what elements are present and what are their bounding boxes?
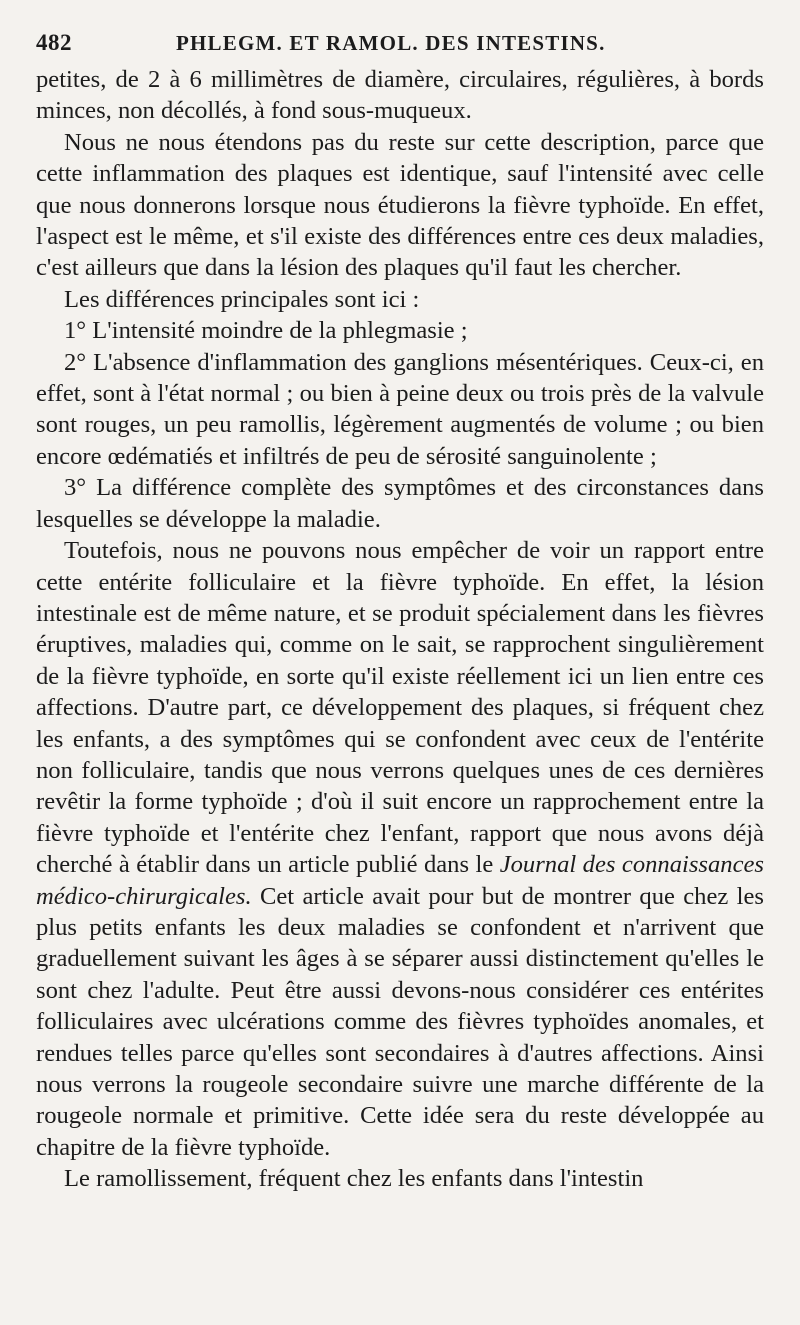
paragraph-part-2: Cet article avait pour but de montrer que chez les plus petits enfants les deux maladies se confondent et n'arrivent que graduellement suivant les âges à se séparer aussi distinctement qu'elles le sont chez l'adulte. Peut être aussi devons-nous considérer ces entérites folliculaires avec ulcérations comme des fièvres typhoïdes anomales, et rendues telles parce qu'elles sont secondaires à d'autres affections. Ainsi nous verrons la rougeole secondaire suivre une marche différente de la rougeole normale et primitive. Cette idée sera du reste développée au chapitre de la fièvre typhoïde. <box>36 882 764 1161</box>
paragraph-differences-intro: Les différences principales sont ici : <box>64 285 420 313</box>
page-header <box>36 30 764 64</box>
paragraph-continuation: petites, de 2 à 6 millimètres de diamère, circulaires, régulières, à bords minces, non décollés, à fond sous-muqueux. <box>36 66 764 125</box>
paragraph-typhoid-relation <box>36 535 764 1163</box>
journal-title: Journal des connaissances médico-chirurgicales. <box>36 851 764 910</box>
paragraph-description: Nous ne nous étendons pas du reste sur cette description, parce que cette inflammation des plaques est identique, sauf l'intensité avec celle que nous donnerons lorsque nous étudierons la fièvre typhoïde. En effet, l'aspect est le même, et s'il existe des différences entre ces deux maladies, c'est ailleurs que dans la lésion des plaques qu'il faut les chercher. <box>36 128 764 282</box>
body-text <box>36 64 764 1195</box>
paragraph-ramollissement: Le ramollissement, fréquent chez les enfants dans l'intestin <box>64 1165 644 1193</box>
page-number: 482 <box>36 30 72 55</box>
running-head: PHLEGM. ET RAMOL. DES INTESTINS. <box>176 31 606 55</box>
list-item-1: 1° L'intensité moindre de la phlegmasie ; <box>64 317 468 345</box>
list-item-2: 2° L'absence d'inflammation des ganglions mésentériques. Ceux-ci, en effet, sont à l'état normal ; ou bien à peine deux ou trois près de la valvule sont rouges, un peu ramollis, légèrement augmentés de volume ; ou bien encore œdématiés et infiltrés de peu de sérosité sanguinolente ; <box>36 348 764 470</box>
paragraph-part-1: Toutefois, nous ne pouvons nous empêcher de voir un rapport entre cette entérite folliculaire et la fièvre typhoïde. En effet, la lésion intestinale est de même nature, et se produit spécialement dans les fièvres éruptives, maladies qui, comme on le sait, se rapprochent singulièrement de la fièvre typhoïde, en sorte qu'il existe réellement ici un lien entre ces affections. D'autre part, ce développement des plaques, si fréquent chez les enfants, a des symptômes qui se confondent avec ceux de l'entérite non folliculaire, tandis que nous verrons quelques unes de ces dernières revêtir la forme typhoïde ; d'où il suit encore un rapprochement entre la fièvre typhoïde et l'entérite chez l'enfant, rapport que nous avons déjà cherché à établir dans un article publié dans le <box>36 537 764 879</box>
list-item-3: 3° La différence complète des symptômes et des circonstances dans lesquelles se développe la maladie. <box>36 474 764 533</box>
